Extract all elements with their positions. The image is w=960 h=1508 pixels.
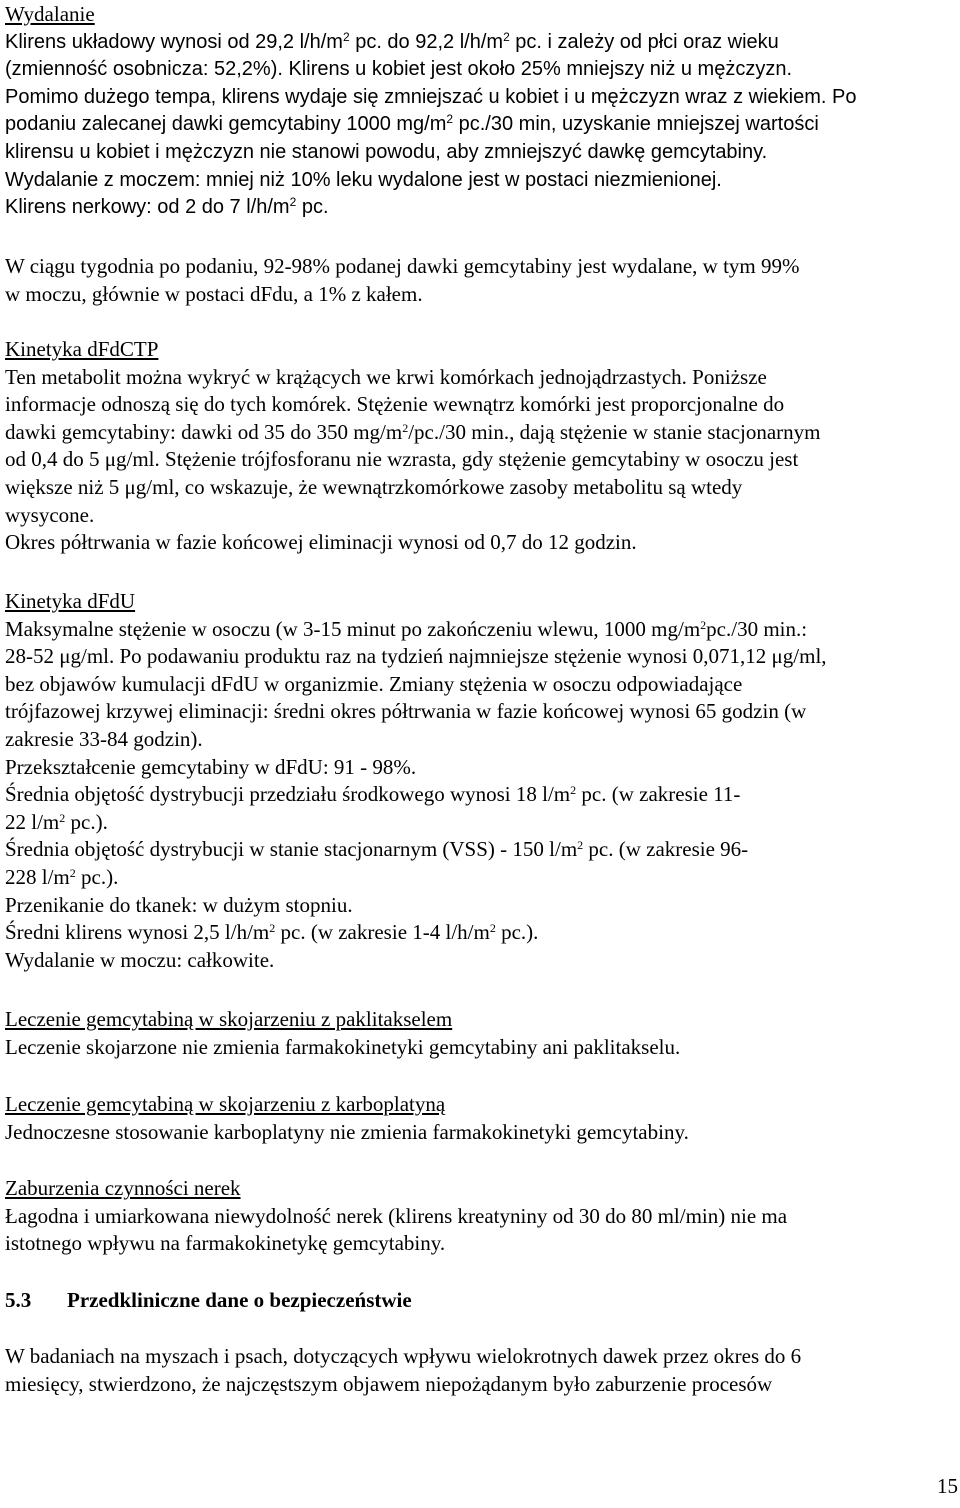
text-run: pc. i zależy od płci oraz wieku [509, 30, 779, 53]
text-line: Łagodna i umiarkowana niewydolność nerek (klirens kreatyniny od 30 do 80 ml/min) nie ma [5, 1203, 788, 1228]
dfdu-section [5, 588, 955, 974]
paklitaksel-section [5, 1006, 955, 1061]
text-run: pc./30 min.: [706, 616, 808, 641]
text-line: bez objawów kumulacji dFdU w organizmie. Zmiany stężenia w osoczu odpowiadające [5, 671, 743, 696]
nerki-heading: Zaburzenia czynności nerek [5, 1176, 241, 1200]
przedkliniczne-paragraph [5, 1343, 955, 1398]
dfdu-heading: Kinetyka dFdU [5, 589, 136, 613]
text-run: pc. (w zakresie 1-4 l/h/m [275, 920, 490, 945]
text-line: Wydalanie w moczu: całkowite. [5, 947, 275, 972]
superscript: 2 [489, 921, 496, 936]
karboplatyna-section [5, 1091, 955, 1146]
superscript: 2 [342, 29, 350, 44]
superscript: 2 [289, 195, 297, 210]
text-run: pc.). [495, 920, 539, 945]
text-run: Średnia objętość dystrybucji w stanie stacjonarnym (VSS) - 150 l/m [5, 837, 578, 862]
text-run: pc./30 min, uzyskanie mniejszej wartości [453, 113, 819, 136]
text-line: od 0,4 do 5 μg/ml. Stężenie trójfosforanu nie wzrasta, gdy stężenie gemcytabiny w osoczu jest [5, 447, 799, 472]
text-line: 28-52 μg/ml. Po podawaniu produktu raz na tydzień najmniejsze stężenie wynosi 0,071,12 μg/ml, [5, 644, 827, 669]
text-run: pc.). [65, 809, 108, 834]
superscript: 2 [269, 921, 276, 936]
text-line: Przekształcenie gemcytabiny w dFdU: 91 - 98%. [5, 754, 417, 779]
text-run: pc.). [75, 864, 119, 889]
page-number: 15 [937, 1474, 958, 1498]
text-run: pc. (w zakresie 96- [583, 837, 749, 862]
text-line: większe niż 5 μg/ml, co wskazuje, że wewnątrzkomórkowe zasoby metabolitu są wtedy [5, 474, 743, 499]
text-run: Średni klirens wynosi 2,5 l/h/m [5, 920, 270, 945]
text-line: Ten metabolit można wykryć w krążących we krwi komórkach jednojądrzastych. Poniższe [5, 364, 767, 389]
text-run: pc. do 92,2 l/h/m [349, 30, 504, 53]
text-line: Wydalanie z moczem: mniej niż 10% leku wydalone jest w postaci niezmienionej. [5, 168, 722, 191]
text-line: W badaniach na myszach i psach, dotyczących wpływu wielokrotnych dawek przez okres do 6 [5, 1344, 802, 1368]
wydalanie-paragraph-2 [5, 253, 955, 308]
text-run: 22 l/m [5, 809, 60, 834]
text-run: Klirens układowy wynosi od 29,2 l/h/m [5, 30, 343, 53]
text-run: 228 l/m [5, 864, 70, 889]
text-run: dawki gemcytabiny: dawki od 35 do 350 mg/m [5, 419, 403, 444]
text-run: Maksymalne stężenie w osoczu (w 3-15 minut po zakończeniu wlewu, 1000 mg/m [5, 616, 701, 641]
superscript: 2 [503, 29, 510, 44]
section-title: Przedkliniczne dane o bezpieczeństwie [67, 1288, 412, 1312]
text-run: Klirens nerkowy: od 2 do 7 l/h/m [5, 196, 290, 219]
karboplatyna-heading: Leczenie gemcytabiną w skojarzeniu z karboplatyną [5, 1092, 446, 1116]
wydalanie-heading: Wydalanie [5, 2, 95, 26]
wydalanie-paragraph [5, 29, 955, 222]
nerki-section [5, 1175, 955, 1258]
paklitaksel-heading: Leczenie gemcytabiną w skojarzeniu z paklitakselem [5, 1007, 453, 1031]
superscript: 2 [577, 838, 584, 853]
section-5-3-heading [5, 1287, 955, 1315]
text-run: podaniu zalecanej dawki gemcytabiny 1000 mg/m [5, 113, 447, 136]
superscript: 2 [700, 617, 707, 632]
superscript: 2 [402, 420, 409, 435]
text-line: informacje odnoszą się do tych komórek. Stężenie wewnątrz komórki jest proporcjonalne do [5, 392, 785, 417]
wydalanie-section [5, 1, 955, 222]
text-line: zakresie 33-84 godzin). [5, 726, 203, 751]
text-line: istotnego wpływu na farmakokinetykę gemcytabiny. [5, 1231, 446, 1256]
text-line: W ciągu tygodnia po podaniu, 92-98% podanej dawki gemcytabiny jest wydalane, w tym 99% [5, 254, 800, 278]
section-number: 5.3 [5, 1288, 32, 1312]
superscript: 2 [69, 865, 76, 880]
superscript: 2 [59, 810, 66, 825]
superscript: 2 [570, 783, 577, 798]
superscript: 2 [446, 112, 454, 127]
dfdctp-heading: Kinetyka dFdCTP [5, 337, 159, 361]
text-line: trójfazowej krzywej eliminacji: średni okres półtrwania w fazie końcowej wynosi 65 godzin (w [5, 699, 807, 724]
dfdctp-section [5, 336, 955, 557]
text-line: (zmienność osobnicza: 52,2%). Klirens u kobiet jest około 25% mniejszy niż u mężczyzn. [5, 58, 793, 81]
text-line: klirensu u kobiet i mężczyzn nie stanowi powodu, aby zmniejszyć dawkę gemcytabiny. [5, 140, 768, 163]
text-line: Jednoczesne stosowanie karboplatyny nie zmienia farmakokinetyki gemcytabiny. [5, 1119, 689, 1144]
text-line: Leczenie skojarzone nie zmienia farmakokinetyki gemcytabiny ani paklitakselu. [5, 1034, 681, 1059]
text-run: Średnia objętość dystrybucji przedziału środkowego wynosi 18 l/m [5, 782, 571, 807]
text-run: pc. [296, 196, 329, 219]
text-line: w moczu, głównie w postaci dFdu, a 1% z kałem. [5, 281, 423, 306]
text-line: Okres półtrwania w fazie końcowej eliminacji wynosi od 0,7 do 12 godzin. [5, 530, 637, 555]
text-line: Przenikanie do tkanek: w dużym stopniu. [5, 892, 353, 917]
text-line: Pomimo dużego tempa, klirens wydaje się zmniejszać u kobiet i u mężczyzn wraz z wiekiem. Po [5, 85, 857, 108]
text-run: /pc./30 min., dają stężenie w stanie stacjonarnym [408, 419, 821, 444]
text-line: miesięcy, stwierdzono, że najczęstszym objawem niepożądanym było zaburzenie procesów [5, 1371, 773, 1396]
text-run: pc. (w zakresie 11- [576, 782, 741, 807]
text-line: wysycone. [5, 502, 95, 527]
